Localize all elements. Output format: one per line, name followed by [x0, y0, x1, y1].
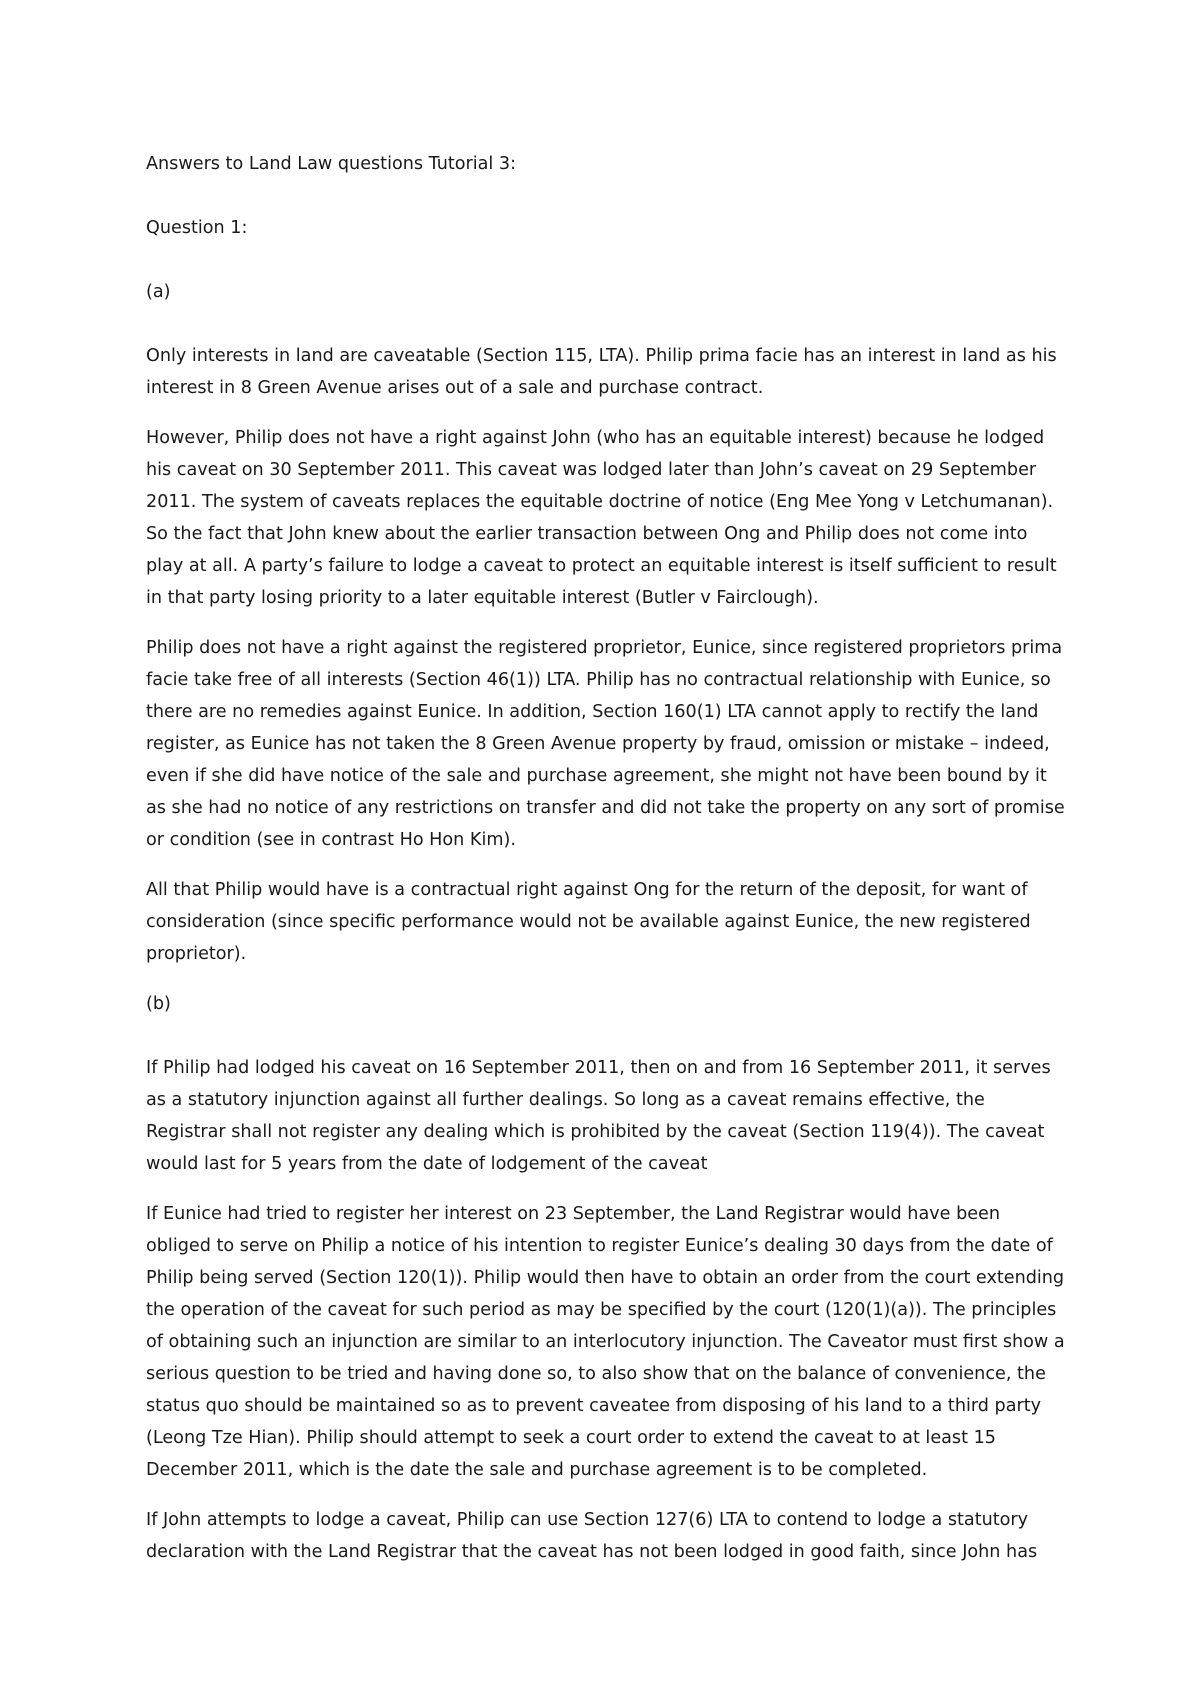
paragraph-a3: Philip does not have a right against the registered proprietor, Eunice, since registered proprietors prima facie take free of all interests (Section 46(1)) LTA. Philip has no contractual relationship with Eunice, so there are no remedies against Eunice. In addition, Section 160(1) LTA cannot apply to rectify the land register, as Eunice has not taken the 8 Green Avenue property by fraud, omission or mistake – indeed, even if she did have notice of the sale and purchase agreement, she might not have been bound by it as she had no notice of any restrictions on transfer and did not take the property on any sort of promise or condition (see in contrast Ho Hon Kim).	[146, 638, 1065, 850]
question-label: Question 1:	[146, 218, 248, 238]
part-a-label: (a)	[146, 282, 171, 302]
paragraph-a1: Only interests in land are caveatable (Section 115, LTA). Philip prima facie has an interest in land as his interest in 8 Green Avenue arises out of a sale and purchase contract.	[146, 346, 1057, 398]
paragraph-a4: All that Philip would have is a contractual right against Ong for the return of the deposit, for want of consideration (since specific performance would not be available against Eunice, the new registered proprietor).	[146, 880, 1031, 964]
document-title: Answers to Land Law questions Tutorial 3:	[146, 154, 517, 174]
paragraph-b3: If John attempts to lodge a caveat, Philip can use Section 127(6) LTA to contend to lodge a statutory declaration with the Land Registrar that the caveat has not been lodged in good faith, since John has	[146, 1510, 1038, 1562]
document-body	[146, 148, 1066, 1586]
part-b-label: (b)	[146, 994, 171, 1014]
paragraph-a2: However, Philip does not have a right against John (who has an equitable interest) because he lodged his caveat on 30 September 2011. This caveat was lodged later than John’s caveat on 29 September 2011. The system of caveats replaces the equitable doctrine of notice (Eng Mee Yong v Letchumanan). So the fact that John knew about the earlier transaction between Ong and Philip does not come into play at all. A party’s failure to lodge a caveat to protect an equitable interest is itself sufficient to result in that party losing priority to a later equitable interest (Butler v Fairclough).	[146, 428, 1057, 608]
paragraph-b2: If Eunice had tried to register her interest on 23 September, the Land Registrar would have been obliged to serve on Philip a notice of his intention to register Eunice’s dealing 30 days from the date of Philip being served (Section 120(1)). Philip would then have to obtain an order from the court extending the operation of the caveat for such period as may be specified by the court (120(1)(a)). The principles of obtaining such an injunction are similar to an interlocutory injunction. The Caveator must first show a serious question to be tried and having done so, to also show that on the balance of convenience, the status quo should be maintained so as to prevent caveatee from disposing of his land to a third party (Leong Tze Hian). Philip should attempt to seek a court order to extend the caveat to at least 15 December 2011, which is the date the sale and purchase agreement is to be completed.	[146, 1204, 1065, 1480]
paragraph-b1: If Philip had lodged his caveat on 16 September 2011, then on and from 16 September 2011, it serves as a statutory injunction against all further dealings. So long as a caveat remains effective, the Registrar shall not register any dealing which is prohibited by the caveat (Section 119(4)). The caveat would last for 5 years from the date of lodgement of the caveat	[146, 1058, 1051, 1174]
